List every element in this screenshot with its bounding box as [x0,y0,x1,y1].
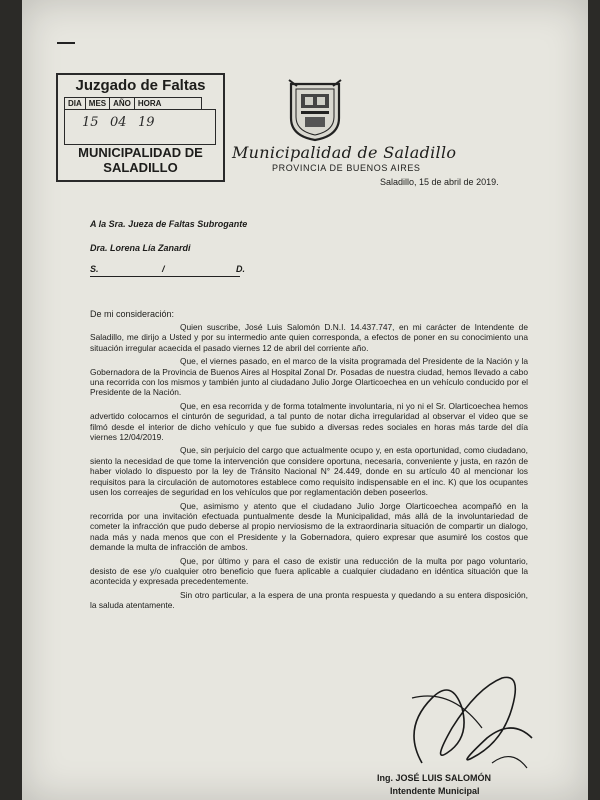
sd-line [90,264,245,277]
sd-slash: / [162,264,165,274]
sd-s-label: S. [90,264,99,274]
municipal-coat-of-arms-icon [287,78,343,142]
stamp-institution-line2: SALADILLO [103,160,178,175]
paragraph-2: Que, el viernes pasado, en el marco de la visita programada del Presidente de la Nación y la Gobernadora de la Provincia de Buenos Aires al Hospital Zonal Dr. Posadas de nuestra ciudad, hemos llevado a cabo una recorrida con los mismos y también junto al ciudadano Julio Jorge Olarticoechea en un vehículo conducido por el Presidente de la Nación. [90,356,528,398]
stamp-institution [58,145,223,175]
addressee-name: Dra. Lorena Lía Zanardi [90,243,191,253]
stamp-col-month: MES [85,97,110,110]
court-receipt-stamp [56,73,225,182]
stamp-day-value: 15 [82,115,99,130]
paragraph-5: Que, asimismo y atento que el ciudadano Julio Jorge Olarticoechea acompañó en la recorrida por una invitación efectuada puntualmente desde la Municipalidad, más allá de la involuntariedad de cometer la infracción que pudo deberse al propio nerviosismo de la extraordinaria situación de compartir un dialogo, nada más y nada menos que con el Presidente y la Gobernadora, quiero expresar que asumiré los costos que demande la multa de infracción de ambos. [90,500,528,553]
municipality-name: Municipalidad de Saladillo [232,143,457,162]
stamp-month-value: 04 [110,115,127,130]
stamp-institution-line1: MUNICIPALIDAD DE [78,145,203,160]
handwritten-signature-icon [392,668,542,778]
signatory-role: Intendente Municipal [390,786,480,796]
letter-page [22,0,588,800]
province-name: PROVINCIA DE BUENOS AIRES [272,163,421,173]
stamp-col-year: AÑO [109,97,135,110]
paragraph-3: Que, en esa recorrida y de forma totalmente involuntaria, ni yo ni el Sr. Olarticoechea hemos advertido colocarnos el cinturón de seguridad, a tal punto de notar dicha irregularidad al observar el video que se filmó desde el interior de dicho vehículo y que fue subido a diversas redes sociales en horas más tarde del día viernes 12/04/2019. [90,400,528,443]
stamp-title: Juzgado de Faltas [75,77,206,94]
signatory-name: Ing. JOSÉ LUIS SALOMÓN [377,773,492,783]
addressee-title: A la Sra. Jueza de Faltas Subrogante [90,219,248,229]
stamp-year-value: 19 [138,115,155,130]
letter-body [90,322,528,614]
paragraph-6: Que, por último y para el caso de existir una reducción de la multa por pago voluntario, desisto de ese y/o cualquier otro beneficio que fuera aplicable a cualquier ciudadano en idéntica situación que la acontecida y expresada precedentemente. [90,555,528,587]
corner-dash [57,42,75,44]
paragraph-1: Quien suscribe, José Luis Salomón D.N.I. 14.437.747, en mi carácter de Intendente de Saladillo, me dirijo a Usted y por su intermedio ante quien corresponda, a efectos de poner en su conocimiento una situación irregular acaecida el pasado viernes 12 de abril del corriente año. [90,322,528,353]
greeting: De mi consideración: [90,309,175,319]
paragraph-7: Sin otro particular, a la espera de una pronta respuesta y quedando a su entera disposición, la saluda atentamente. [90,589,528,611]
stamp-col-day: DIA [64,97,86,110]
paragraph-4: Que, sin perjuicio del cargo que actualmente ocupo y, en esta oportunidad, como ciudadano, siento la necesidad de que tome la intervención que considere oportuna, necesaria, conveniente y justa, en razón de haber violado lo dispuesto por la ley de Tránsito Nacional N° 24.449, donde en su artículo 40 al mencionar los requisitos para la circulación de automotores establece como requisito indispensable en el inc. K) que los ocupantes usen los correajes de seguridad en los vehículos que por reglamentación deben poseerlos. [90,445,528,498]
letter-date: Saladillo, 15 de abril de 2019. [380,177,499,187]
sd-d-label: D. [236,264,245,274]
stamp-col-hour: HORA [134,97,202,110]
